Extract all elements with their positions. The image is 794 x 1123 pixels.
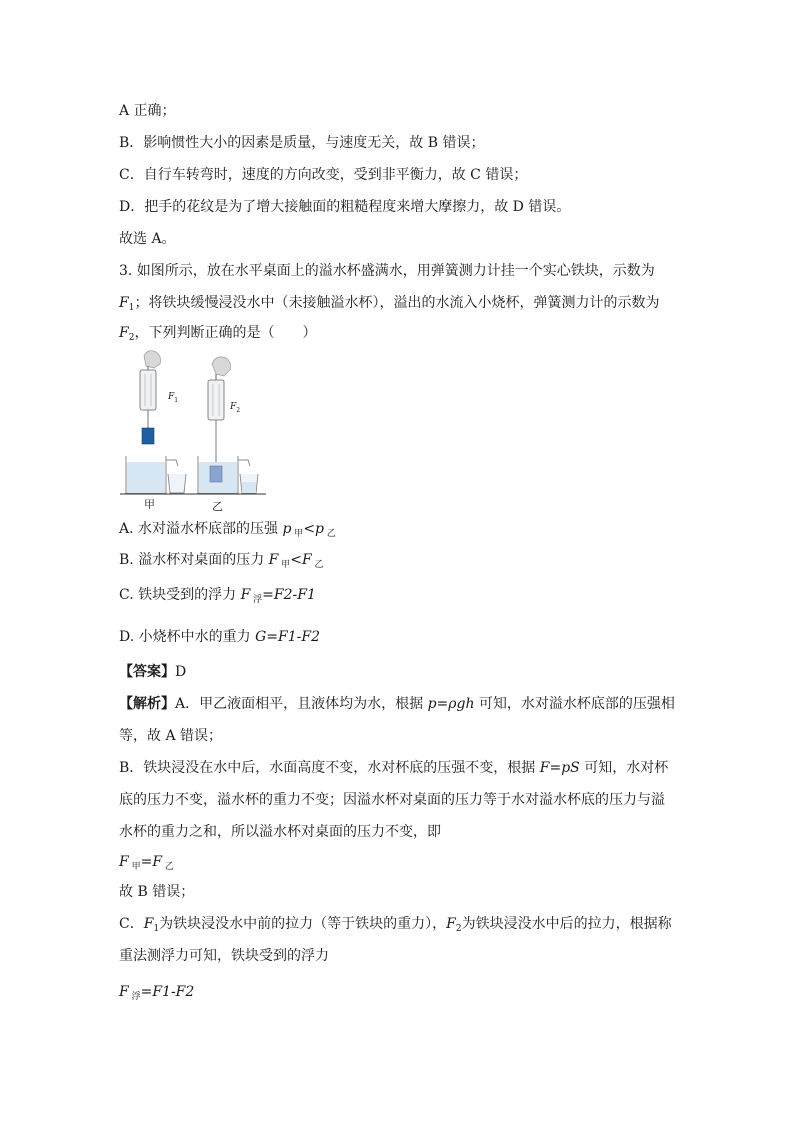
answer-line: 【答案】D (119, 664, 187, 680)
experiment-illustration (118, 348, 268, 510)
text-line: A 正确； (119, 103, 176, 119)
iron-block (210, 466, 222, 482)
iron-block (142, 428, 154, 444)
equation-line: F $_浮$=F1-F2 (119, 984, 195, 1002)
small-beaker (168, 474, 186, 493)
text-line: B．影响惯性大小的因素是质量，与速度无关，故 B 错误； (119, 135, 485, 151)
label-yi: 乙 (212, 500, 223, 513)
option-b: B. 溢水杯对桌面的压力 F $_甲$<F $_乙$ (119, 552, 324, 570)
text-line: C．自行车转弯时，速度的方向改变，受到非平衡力，故 C 错误； (119, 167, 528, 183)
option-c: C. 铁块受到的浮力 F $_浮$=F2-F1 (119, 587, 316, 605)
spring-scale-icon (208, 380, 224, 420)
hand-icon (144, 351, 161, 368)
label-jia: 甲 (144, 498, 155, 511)
analysis-line: 等，故 A 错误； (119, 728, 223, 744)
option-a: A. 水对溢水杯底部的压强 p $_甲$<p $_乙$ (119, 521, 336, 539)
analysis-line: 底的压力不变，溢水杯的重力不变；因溢水杯对桌面的压力等于水对溢水杯底的压力与溢 (119, 792, 665, 808)
equation-line: F $_甲$=F $_乙$ (119, 854, 174, 872)
analysis-line: C．$F_1$为铁块浸没水中前的拉力（等于铁块的重力），$F_2$为铁块浸没水中后的拉力，根据称 (119, 916, 672, 934)
spring-scale-icon (140, 370, 156, 410)
f1-label: $F_1$ (168, 392, 179, 404)
question-stem: $F_1$；将铁块缓慢浸没水中（未接触溢水杯），溢出的水流入小烧杯，弹簧测力计的示数为 (119, 295, 660, 313)
text-line: D．把手的花纹是为了增大接触面的粗糙程度来增大摩擦力，故 D 错误。 (119, 199, 571, 215)
analysis-line: 重法测浮力可知，铁块受到的浮力 (119, 948, 329, 964)
option-d: D. 小烧杯中水的重力 G=F1-F2 (119, 629, 320, 645)
analysis-line: 【解析】A．甲乙液面相平，且液体均为水，根据 p=ρgh 可知，水对溢水杯底部的压强相 (119, 696, 675, 712)
hand-icon (212, 357, 231, 376)
question-stem: $F_2$，下列判断正确的是（ ） (119, 325, 317, 343)
f2-label: $F_2$ (230, 402, 241, 414)
analysis-line: 故 B 错误； (119, 884, 195, 900)
experiment-figure (118, 348, 268, 514)
analysis-line: 水杯的重力之和，所以溢水杯对桌面的压力不变，即 (119, 824, 441, 840)
question-stem: 3. 如图所示，放在水平桌面上的溢水杯盛满水，用弹簧测力计挂一个实心铁块，示数为 (119, 263, 655, 279)
analysis-line: B．铁块浸没在水中后，水面高度不变，水对杯底的压强不变，根据 F=pS 可知，水对杯 (119, 760, 669, 776)
text-line: 故选 A。 (119, 231, 176, 247)
